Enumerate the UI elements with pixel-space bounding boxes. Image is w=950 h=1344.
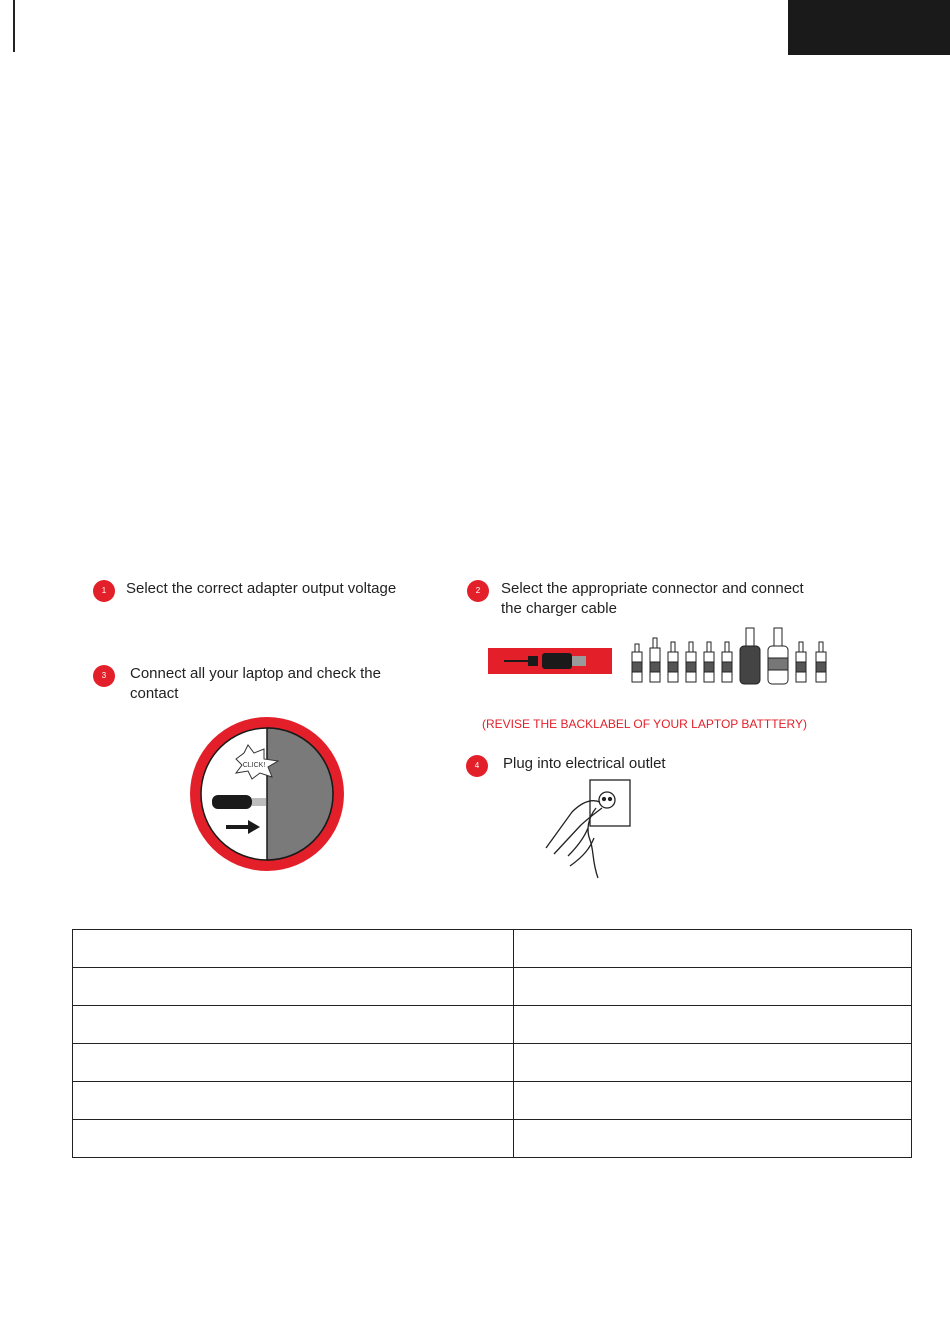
table-cell xyxy=(73,1044,514,1082)
click-label: CLICK! xyxy=(242,762,266,769)
hand-icon xyxy=(546,801,600,848)
corner-tab xyxy=(788,0,950,55)
spec-table xyxy=(72,929,912,1158)
table-cell xyxy=(514,1006,912,1044)
table-row xyxy=(73,930,912,968)
connector-tips-row xyxy=(632,628,826,684)
table-cell xyxy=(514,1120,912,1158)
table-row xyxy=(73,1082,912,1120)
table-row xyxy=(73,1044,912,1082)
click-connection-illustration xyxy=(188,715,346,873)
step-4-text: Plug into electrical outlet xyxy=(503,755,666,772)
step-3-text-line1: Connect all your laptop and check the xyxy=(130,665,381,682)
outlet-plate xyxy=(590,780,630,826)
connector-tips-illustration xyxy=(486,622,836,688)
table-cell xyxy=(73,930,514,968)
table-cell xyxy=(514,1082,912,1120)
table-cell xyxy=(73,1006,514,1044)
plug-icon xyxy=(212,795,252,809)
step-3-text xyxy=(130,664,381,704)
step-1-text: Select the correct adapter output voltage xyxy=(126,580,397,597)
step-2-text xyxy=(501,579,804,619)
step-3-text-line2: contact xyxy=(130,685,179,702)
table-cell xyxy=(73,1120,514,1158)
table-row xyxy=(73,1120,912,1158)
table-cell xyxy=(73,1082,514,1120)
step-3-badge: 3 xyxy=(93,665,115,687)
margin-rule xyxy=(13,0,15,52)
table-cell xyxy=(514,930,912,968)
step-2-text-line1: Select the appropriate connector and connect xyxy=(501,580,804,597)
table-cell xyxy=(73,968,514,1006)
table-row xyxy=(73,968,912,1006)
table-cell xyxy=(514,1044,912,1082)
step-4-badge: 4 xyxy=(466,755,488,777)
electrical-outlet-illustration xyxy=(540,778,640,882)
table-cell xyxy=(514,968,912,1006)
step-2-badge: 2 xyxy=(467,580,489,602)
table-row xyxy=(73,1006,912,1044)
step-2-text-line2: the charger cable xyxy=(501,600,617,617)
step-1-badge: 1 xyxy=(93,580,115,602)
battery-warning: (REVISE THE BACKLABEL OF YOUR LAPTOP BATTTERY) xyxy=(482,717,807,731)
